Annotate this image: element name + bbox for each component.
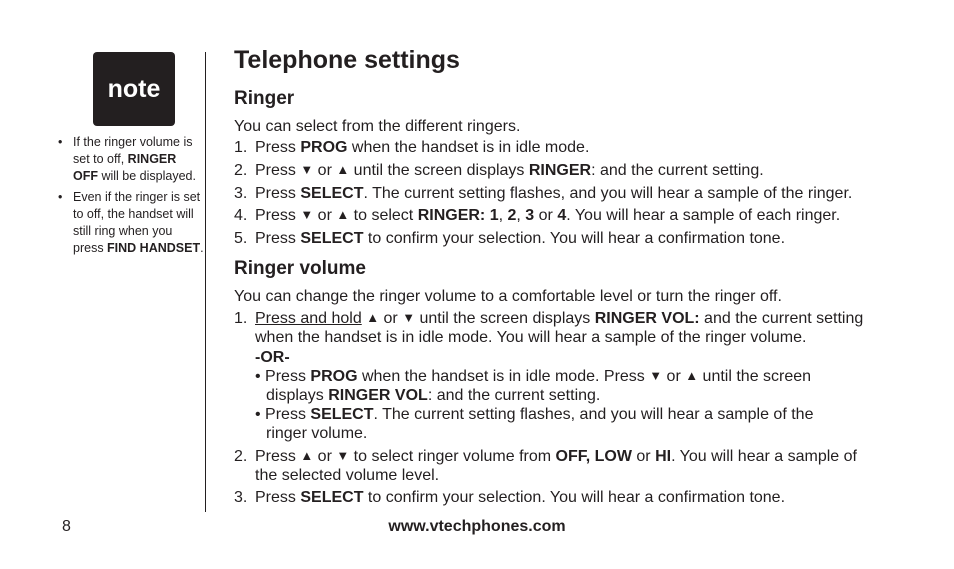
- up-arrow-icon: ▲: [336, 207, 350, 222]
- page-number: 8: [62, 518, 71, 535]
- note-icon: note: [93, 52, 175, 126]
- up-arrow-icon: ▲: [366, 310, 380, 325]
- sidebar-notes: [56, 134, 204, 261]
- section-heading-ringer-volume: Ringer volume: [234, 258, 366, 279]
- down-arrow-icon: ▼: [649, 368, 663, 383]
- up-arrow-icon: ▲: [336, 162, 350, 177]
- ringer-step: 3. Press SELECT. The current setting flashes, and you will hear a sample of the ringer.: [234, 185, 853, 202]
- ringer-volume-step-1: 1. Press and hold ▲ or ▼ until the screen displays RINGER VOL: and the current setting when the handset is in idle mode. You will hear a sample of the ringer volume. -OR- • Press PROG when the handset is in idle mode. Press ▼ or ▲ until the screen displays RINGER VOL: and the current setting. • Press SELECT. The current setting flashes, and you will hear a sample of the ringer volume.: [234, 310, 864, 442]
- footer-url: www.vtechphones.com: [388, 518, 566, 535]
- down-arrow-icon: ▼: [300, 162, 314, 177]
- section-heading-ringer: Ringer: [234, 88, 295, 109]
- ringer-volume-step-3: 3. Press SELECT to confirm your selection. You will hear a confirmation tone.: [234, 489, 786, 506]
- ringer-intro: You can select from the different ringers.: [234, 118, 521, 135]
- ringer-volume-intro: You can change the ringer volume to a comfortable level or turn the ringer off.: [234, 288, 782, 305]
- ringer-step: 4. Press ▼ or ▲ to select RINGER: 1, 2, 3 or 4. You will hear a sample of each ringer.: [234, 207, 841, 224]
- up-arrow-icon: ▲: [685, 368, 699, 383]
- or-label: -OR-: [255, 349, 290, 366]
- ringer-volume-step-2: 2. Press ▲ or ▼ to select ringer volume from OFF, LOW or HI. You will hear a sample of the selected volume level.: [234, 448, 857, 484]
- page-title: Telephone settings: [234, 46, 460, 74]
- up-arrow-icon: ▲: [300, 448, 314, 463]
- ringer-step: 2. Press ▼ or ▲ until the screen displays RINGER: and the current setting.: [234, 162, 764, 179]
- down-arrow-icon: ▼: [402, 310, 416, 325]
- ringer-step: 5. Press SELECT to confirm your selection. You will hear a confirmation tone.: [234, 230, 786, 247]
- sidebar-note: • Even if the ringer is set to off, the handset will still ring when you press FIND HANDSET.: [56, 189, 204, 257]
- sidebar-note: • If the ringer volume is set to off, RINGER OFF will be displayed.: [56, 134, 204, 185]
- vertical-divider: [205, 52, 206, 512]
- ringer-step: 1. Press PROG when the handset is in idle mode.: [234, 139, 590, 156]
- down-arrow-icon: ▼: [300, 207, 314, 222]
- down-arrow-icon: ▼: [336, 448, 350, 463]
